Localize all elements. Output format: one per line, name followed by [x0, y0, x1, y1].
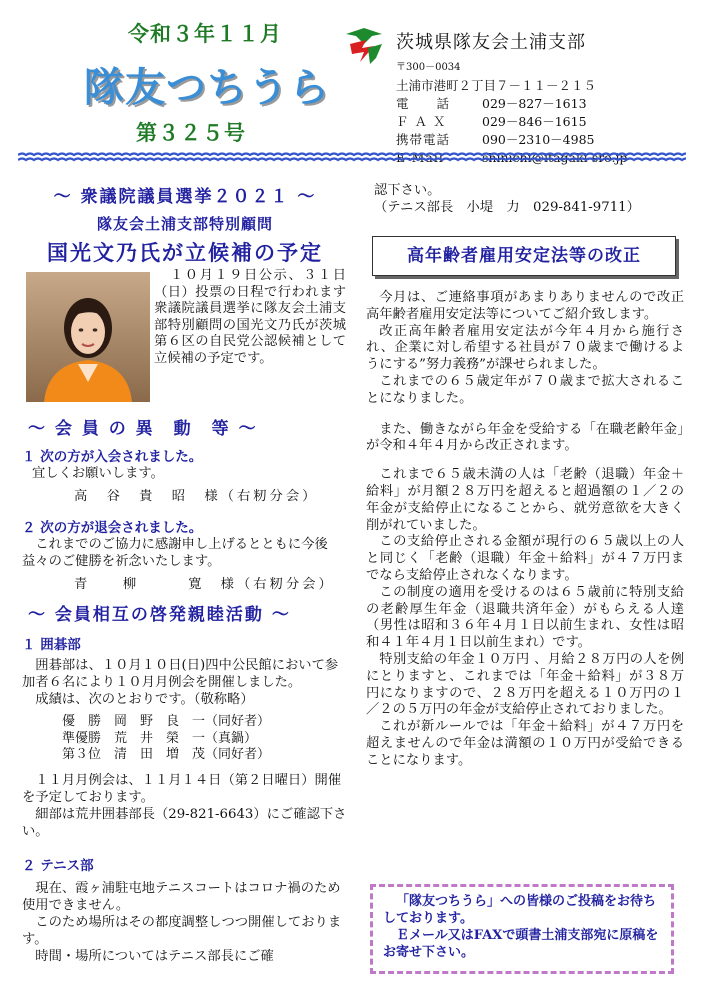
contact-address-text: 土浦市港町２丁目７－１１－２１５	[396, 78, 597, 93]
notice-line-2: Ｅメール又はFAXで頭書土浦支部宛に原稿をお寄せ下さい。	[383, 928, 659, 960]
members-section	[22, 414, 348, 594]
tennis-continued	[374, 182, 684, 216]
go-next-meeting: １１月月例会は、１１月１４日（第２日曜日）開催を予定しております。	[22, 772, 342, 805]
pension-paragraph: これが新ルールでは「年金＋給料」が４７万円を超えませんので年金は満額の１０万円が受給できることになります。	[366, 719, 684, 768]
join-title: １ 次の方が入会されました。	[22, 449, 203, 465]
pension-paragraph: これまでの６５歳定年が７０歳まで拡大されることになりました。	[366, 373, 684, 406]
contact-zip	[396, 59, 627, 77]
go-club-text: 囲碁部は、１０月１０日(日)四中公民館において参加者６名により１０月月例会を開催しました。	[22, 658, 339, 690]
issue-number: 第３２５号	[136, 121, 246, 145]
tennis-cont-text: 認下さい。	[374, 183, 441, 198]
election-subheading: 隊友会土浦支部特別顧問	[96, 215, 273, 233]
go-results-list	[22, 714, 348, 764]
pension-paragraph: 改正高年齢者雇用安定法が今年４月から施行され、企業に対し希望する社員が７０歳まで働けるようにする”努力義務”が課せられました。	[366, 323, 684, 373]
tennis-text-3: 時間・場所についてはテニス部長にご確	[35, 948, 274, 964]
contact-address	[396, 77, 627, 95]
contact-fax	[396, 113, 627, 131]
candidate-photo	[26, 272, 150, 402]
contact-fax-label: Ｆ Ａ Ｘ	[396, 114, 447, 129]
left-column	[22, 182, 348, 267]
join-member-name: 高 谷 貴 昭 様（右籾分会）	[74, 489, 319, 504]
go-club-title: １ 囲碁部	[22, 637, 81, 653]
go-club-results-intro: 成績は、次のとおりです。（敬称略）	[35, 692, 254, 707]
pension-paragraph: 特別支給の年金１０万円 、月給２８万円の人を例にとりますと、これまでは「年金＋給料」が３８万円になりますので、２８万円を超える１０万円の１／２の５万円の年金が支給停止されておりました。	[366, 651, 684, 718]
pension-heading: 高年齢者雇用安定法等の改正	[372, 236, 676, 276]
contact-zip-text: 〒300－0034	[396, 62, 461, 73]
tai-logo-icon	[342, 22, 386, 66]
contact-phone-label: 電 話	[396, 96, 451, 111]
contact-phone	[396, 95, 627, 113]
notice-line-1: 「隊友つちうら」への皆様のご投稿をお待ちしております。	[383, 894, 657, 926]
contact-email-value: shinichi@itagaki-sro.jp	[482, 150, 628, 165]
go-contact: 細部は荒井囲碁部長（29-821-6643）にご確認下さい。	[22, 806, 347, 839]
contact-email-label: E-Mail	[396, 150, 444, 165]
pension-paragraph: また、働きながら年金を受給する「在職老齢年金」が令和４年４月から改正されます。	[366, 421, 684, 454]
election-intro	[154, 268, 346, 368]
leave-member-name: 青 柳 寛 様（右籾分会）	[74, 577, 335, 592]
pension-paragraph: この制度の適用を受けるのは６５歳前に特別支給の老齢厚生年金（退職共済年金）がもらえる人達（男性は昭和３６年４月１日以前生まれ、女性は昭和４１年４月１日以前生まれ）です。	[366, 584, 684, 651]
issue-date: 令和３年１１月	[128, 22, 282, 46]
election-headline: 国光文乃氏が立候補の予定	[47, 240, 323, 265]
members-heading: ～ 会 員 の 異 動 等 ～	[28, 419, 258, 439]
election-heading: ～ 衆議院議員選挙２０２１ ～	[53, 187, 317, 207]
activities-section	[22, 600, 348, 965]
election-intro-text: １０月１９日公示、３１日（日）投票の日程で行われます衆議院議員選挙に隊友会土浦支部特別顧問の国光文乃氏が茨城第６区の自民党公認候補として立候補の予定です。	[154, 268, 346, 366]
contact-fax-value: 029－846－1615	[482, 114, 587, 129]
contact-mobile	[396, 131, 627, 149]
activities-heading: ～ 会員相互の啓発親睦活動 ～	[28, 605, 291, 625]
join-text: 宜しくお願いします。	[32, 466, 164, 481]
leave-text: これまでのご協力に感謝申し上げるとともに今後益々のご健勝を祈念いたします。	[22, 537, 328, 569]
tennis-text-2: このため場所はその都度調整しつつ開催しております。	[22, 914, 342, 947]
pension-paragraph: これまで６５歳未満の人は「老齢（退職）年金＋給料」が月額２８万円を超えると超過額の１／２の年金が支給停止になることから、就労意欲を大きく削がれていました。	[366, 467, 684, 533]
wave-divider	[18, 150, 686, 164]
pension-article	[366, 290, 684, 770]
contact-phone-value: 029－827－1613	[482, 96, 587, 111]
tennis-club-title: ２ テニス部	[22, 857, 94, 874]
org-name: 茨城県隊友会土浦支部	[396, 32, 586, 53]
contact-mobile-label: 携帯電話	[396, 132, 451, 147]
go-result-3: 第３位 清 田 増 茂（同好者）	[62, 747, 271, 762]
pension-paragraph: この支給停止される金額が現行の６５歳以上の人と同じく「老齢（退職）年金＋給料」が４７万円までなら支給停止されなくなります。	[366, 534, 684, 583]
submission-notice	[370, 884, 674, 974]
newsletter-title: 隊友つちうら	[84, 65, 330, 111]
contact-mobile-value: 090－2310－4985	[482, 132, 595, 147]
tennis-text-1: 現在、霞ヶ浦駐屯地テニスコートはコロナ禍のため使用できません。	[22, 880, 341, 913]
go-result-1: 優 勝 岡 野 良 一（同好者）	[62, 714, 271, 729]
tennis-contact: （テニス部長 小堤 力 029-841-9711）	[374, 200, 640, 215]
pension-paragraph: 今月は、ご連絡事項があまりありませんので改正高年齢者雇用安定法等についてご紹介致します。	[366, 290, 684, 322]
go-result-2: 準優勝 荒 井 榮 一（真鍋）	[62, 730, 258, 746]
leave-title: ２ 次の方が退会されました。	[22, 520, 203, 536]
